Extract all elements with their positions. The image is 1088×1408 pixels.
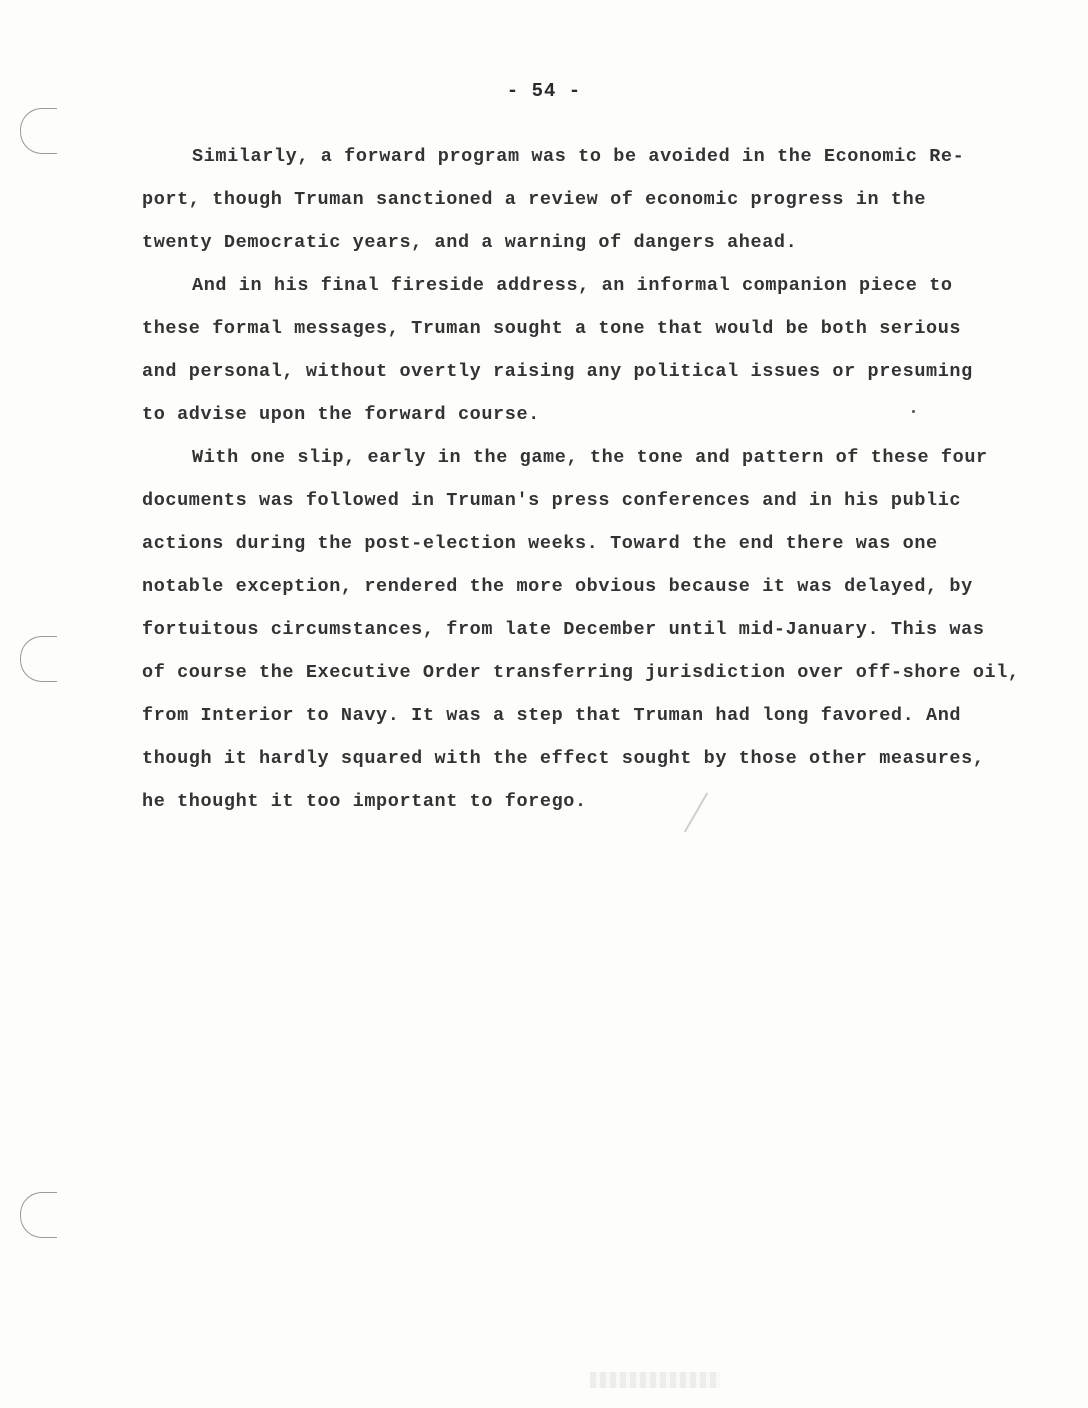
text-line: and personal, without overtly raising any political issues or presuming [142,361,973,382]
text-line: And in his final fireside address, an informal companion piece to [192,275,953,296]
text-line: Similarly, a forward program was to be avoided in the Economic Re- [192,146,965,167]
text-line: he thought it too important to forego. [142,791,587,812]
text-line: these formal messages, Truman sought a tone that would be both serious [142,318,962,339]
punch-hole-bottom [20,1192,57,1238]
text-line: documents was followed in Truman's press conferences and in his public [142,490,962,511]
stray-pencil-mark [684,793,708,833]
text-line: notable exception, rendered the more obvious because it was delayed, by [142,576,973,597]
text-line: With one slip, early in the game, the tone and pattern of these four [192,447,988,468]
text-line: port, though Truman sanctioned a review of economic progress in the [142,189,927,210]
page-number: - 54 - [506,80,582,102]
bleed-through-mark [590,1372,720,1388]
text-line: actions during the post-election weeks. Toward the end there was one [142,533,938,554]
text-line: from Interior to Navy. It was a step that Truman had long favored. And [142,705,962,726]
punch-hole-top [20,108,57,154]
text-line: of course the Executive Order transferring jurisdiction over off-shore oil, [142,662,1020,683]
text-line: twenty Democratic years, and a warning of dangers ahead. [142,232,798,253]
ink-speck [912,410,915,413]
text-line: though it hardly squared with the effect sought by those other measures, [142,748,985,769]
text-line: fortuitous circumstances, from late December until mid-January. This was [142,619,985,640]
text-line: to advise upon the forward course. [142,404,540,425]
punch-hole-middle [20,636,57,682]
